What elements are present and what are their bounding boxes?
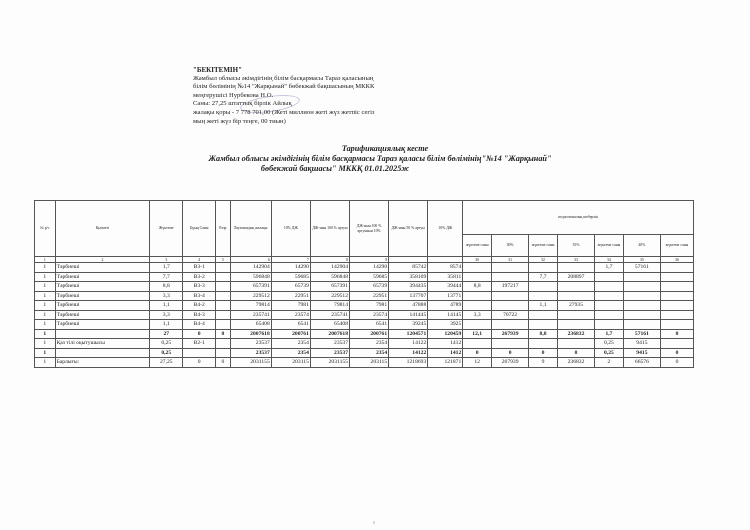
table-cell bbox=[557, 263, 594, 273]
table-cell: 1,1 bbox=[150, 320, 183, 330]
table-cell: 65739 bbox=[350, 282, 389, 292]
table-cell bbox=[557, 320, 594, 330]
table-cell: 1 bbox=[35, 329, 56, 339]
table-cell: 1204571 bbox=[389, 329, 428, 339]
table-cell bbox=[216, 310, 230, 320]
table-cell bbox=[623, 310, 660, 320]
table-cell: 203115 bbox=[271, 358, 310, 368]
header-grade: Разр bbox=[216, 201, 230, 257]
header-p30: 30% bbox=[492, 235, 529, 257]
table-cell: 1218693 bbox=[389, 358, 428, 368]
header-p40: 40% bbox=[623, 235, 660, 257]
table-cell: 0,25 bbox=[150, 348, 183, 358]
table-cell bbox=[660, 310, 693, 320]
table-cell bbox=[595, 310, 624, 320]
table-cell bbox=[595, 301, 624, 311]
table-cell: 12,1 bbox=[463, 329, 492, 339]
table-cell: 23574 bbox=[350, 310, 389, 320]
table-cell: 4789 bbox=[428, 301, 463, 311]
header-count: Жүктеме bbox=[150, 201, 183, 257]
table-cell: 0 bbox=[660, 348, 693, 358]
table-cell: 2007618 bbox=[310, 329, 349, 339]
table-cell: 0,25 bbox=[595, 339, 624, 349]
table-cell: 47888 bbox=[389, 301, 428, 311]
table-cell: 23537 bbox=[310, 348, 349, 358]
table-cell: Барлығы: bbox=[55, 358, 150, 368]
table-cell bbox=[529, 263, 558, 273]
table-cell: 142904 bbox=[230, 263, 271, 273]
table-cell bbox=[216, 320, 230, 330]
table-cell: 2354 bbox=[350, 339, 389, 349]
table-cell: 1 bbox=[35, 310, 56, 320]
table-cell: 5 bbox=[216, 257, 230, 263]
table-cell bbox=[216, 339, 230, 349]
table-cell: 1,7 bbox=[595, 329, 624, 339]
table-cell: 200761 bbox=[350, 329, 389, 339]
approval-block bbox=[193, 66, 453, 126]
table-cell: 14122 bbox=[389, 348, 428, 358]
table-cell bbox=[492, 339, 529, 349]
header-dzh100: ДЖ-нын 100 % артуы bbox=[310, 201, 349, 257]
table-cell: 3,3 bbox=[150, 291, 183, 301]
table-cell: 203115 bbox=[350, 358, 389, 368]
table-cell bbox=[216, 272, 230, 282]
table-cell: 3,3 bbox=[463, 310, 492, 320]
table-cell bbox=[557, 282, 594, 292]
table-cell bbox=[216, 301, 230, 311]
table-row bbox=[35, 291, 694, 301]
table-cell: 36 bbox=[660, 257, 693, 263]
table-cell: 0 bbox=[660, 329, 693, 339]
table-cell bbox=[183, 348, 216, 358]
table-cell bbox=[463, 339, 492, 349]
document-title bbox=[0, 144, 750, 174]
table-cell bbox=[492, 291, 529, 301]
header-load: жүктеме саны bbox=[660, 235, 693, 257]
table-cell: 14145 bbox=[428, 310, 463, 320]
table-cell: 57161 bbox=[623, 329, 660, 339]
table-cell: 8574 bbox=[428, 263, 463, 273]
header-position: Қызметі bbox=[55, 201, 150, 257]
table-cell: 267939 bbox=[492, 358, 529, 368]
table-cell bbox=[660, 301, 693, 311]
table-cell: 59685 bbox=[350, 272, 389, 282]
table-cell: 1,7 bbox=[595, 263, 624, 273]
table-cell: 1 bbox=[35, 282, 56, 292]
table-cell: 0 bbox=[492, 348, 529, 358]
table-cell: 27,25 bbox=[150, 358, 183, 368]
table-cell: 9 bbox=[529, 358, 558, 368]
table-cell: 27 bbox=[150, 329, 183, 339]
table-cell: 229512 bbox=[230, 291, 271, 301]
table-cell: 6541 bbox=[350, 320, 389, 330]
table-cell: В4-2 bbox=[183, 301, 216, 311]
table-cell: 2031155 bbox=[230, 358, 271, 368]
table-cell: В2-1 bbox=[183, 339, 216, 349]
approval-line: Саны: 27,25 штаттық бірлік Айлық bbox=[193, 100, 292, 108]
table-cell: 0 bbox=[183, 358, 216, 368]
table-cell: 2 bbox=[55, 257, 150, 263]
table-cell: 65739 bbox=[271, 282, 310, 292]
table-cell: 35811 bbox=[428, 272, 463, 282]
header-load: жүктеме саны bbox=[529, 235, 558, 257]
total-row bbox=[35, 358, 694, 368]
approval-line: мың жеті жүз бір теңге, 00 тиын) bbox=[193, 117, 286, 125]
approval-line: жалақы қоры - 7 778 701,00 (Жеті миллион жеті жүз жетпіс сегіз bbox=[193, 108, 375, 116]
table-cell: 9415 bbox=[623, 348, 660, 358]
table-cell: 0,25 bbox=[595, 348, 624, 358]
table-row bbox=[35, 320, 694, 330]
table-cell: 8,8 bbox=[150, 282, 183, 292]
table-cell: 27935 bbox=[557, 301, 594, 311]
table-cell: 2354 bbox=[271, 348, 310, 358]
table-cell: 12 bbox=[463, 358, 492, 368]
table-cell: 3925 bbox=[428, 320, 463, 330]
approval-line: Жамбыл облысы әкімдігінің білім басқармасы Тараз қаласының bbox=[193, 74, 374, 82]
table-cell: 0 bbox=[463, 348, 492, 358]
header-p35: 35% bbox=[557, 235, 594, 257]
table-cell bbox=[529, 291, 558, 301]
table-cell: 66576 bbox=[623, 358, 660, 368]
table-cell: 596848 bbox=[230, 272, 271, 282]
table-cell: 85742 bbox=[389, 263, 428, 273]
table-cell: 2031155 bbox=[310, 358, 349, 368]
table-cell: 57161 bbox=[623, 263, 660, 273]
table-cell bbox=[557, 310, 594, 320]
table-row bbox=[35, 310, 694, 320]
table-cell: 8 bbox=[310, 257, 349, 263]
table-cell: 7981 bbox=[271, 301, 310, 311]
header-dzh100-10: ДЖ-нын 100 % артуынан 10% bbox=[350, 201, 389, 257]
table-cell bbox=[463, 291, 492, 301]
table-cell: 236832 bbox=[557, 358, 594, 368]
table-cell: 0 bbox=[216, 329, 230, 339]
table-cell: В4-4 bbox=[183, 320, 216, 330]
tariff-table bbox=[34, 200, 694, 368]
table-cell: 0 bbox=[216, 358, 230, 368]
table-cell bbox=[595, 282, 624, 292]
table-cell: 657391 bbox=[310, 282, 349, 292]
table-cell: 14122 bbox=[389, 339, 428, 349]
table-cell bbox=[557, 291, 594, 301]
table-cell: 596848 bbox=[310, 272, 349, 282]
table-cell: 235741 bbox=[230, 310, 271, 320]
table-cell: 0 bbox=[660, 358, 693, 368]
table-cell bbox=[623, 291, 660, 301]
table-cell: Тәрбиеші bbox=[55, 272, 150, 282]
table-cell: 197217 bbox=[492, 282, 529, 292]
table-cell bbox=[660, 282, 693, 292]
subtotal-row bbox=[35, 348, 694, 358]
table-cell bbox=[463, 301, 492, 311]
table-cell: Тәрбиеші bbox=[55, 320, 150, 330]
table-row bbox=[35, 301, 694, 311]
table-cell: 236832 bbox=[557, 329, 594, 339]
table-cell: 39245 bbox=[389, 320, 428, 330]
table-cell bbox=[463, 320, 492, 330]
table-cell: 14290 bbox=[271, 263, 310, 273]
header-category: Бұың Саны bbox=[183, 201, 216, 257]
table-cell: 4 bbox=[183, 257, 216, 263]
table-cell: 9 bbox=[350, 257, 389, 263]
table-cell: 23537 bbox=[230, 339, 271, 349]
table-cell: 3,3 bbox=[150, 310, 183, 320]
table-cell: 657391 bbox=[230, 282, 271, 292]
table-cell: 32 bbox=[529, 257, 558, 263]
table-cell: 65408 bbox=[230, 320, 271, 330]
table-cell: 208897 bbox=[557, 272, 594, 282]
table-cell: 2354 bbox=[271, 339, 310, 349]
table-cell: 1 bbox=[35, 301, 56, 311]
table-row bbox=[35, 282, 694, 292]
table-cell: 70722 bbox=[492, 310, 529, 320]
table-cell bbox=[623, 301, 660, 311]
table-cell: 1 bbox=[35, 348, 56, 358]
header-pct10: 10% ДЖ bbox=[428, 201, 463, 257]
page-footnote: 8 bbox=[373, 520, 375, 525]
table-cell: 79814 bbox=[230, 301, 271, 311]
table-cell bbox=[529, 282, 558, 292]
table-cell: 79814 bbox=[310, 301, 349, 311]
header-pedagog-group: педагогикалық шеберлік bbox=[463, 201, 694, 235]
table-cell: 1 bbox=[35, 291, 56, 301]
table-cell: В4-3 bbox=[183, 310, 216, 320]
table-cell bbox=[55, 329, 150, 339]
table-cell: 7,7 bbox=[529, 272, 558, 282]
table-cell: В3-4 bbox=[183, 291, 216, 301]
table-cell: 35 bbox=[623, 257, 660, 263]
table-cell: 8,8 bbox=[463, 282, 492, 292]
table-cell: Тәрбиеші bbox=[55, 282, 150, 292]
table-row bbox=[35, 272, 694, 282]
table-cell bbox=[660, 272, 693, 282]
table-cell: 267939 bbox=[492, 329, 529, 339]
table-cell: 31 bbox=[492, 257, 529, 263]
table-cell: Тәрбиеші bbox=[55, 301, 150, 311]
table-cell bbox=[660, 339, 693, 349]
table-cell: 1 bbox=[35, 272, 56, 282]
table-cell: 9415 bbox=[623, 339, 660, 349]
table-cell: 142904 bbox=[310, 263, 349, 273]
table-cell bbox=[55, 348, 150, 358]
table-cell: 2007618 bbox=[230, 329, 271, 339]
table-cell bbox=[492, 320, 529, 330]
table-cell bbox=[660, 291, 693, 301]
table-cell: 229512 bbox=[310, 291, 349, 301]
table-cell bbox=[623, 320, 660, 330]
table-cell: 65408 bbox=[310, 320, 349, 330]
table-cell: 22951 bbox=[271, 291, 310, 301]
header-salary: Лауазымдық жалақы bbox=[230, 201, 271, 257]
table-cell bbox=[463, 263, 492, 273]
table-cell: 6541 bbox=[271, 320, 310, 330]
approval-heading: "БЕКІТЕМІН" bbox=[193, 66, 242, 74]
table-row bbox=[35, 263, 694, 273]
table-cell: 235741 bbox=[310, 310, 349, 320]
table-cell bbox=[492, 263, 529, 273]
title-line-2: Жамбыл облысы әкімдігінің білім басқармасы Тараз қаласы білім бөлімінің"№14 "Жарқынай" bbox=[208, 154, 552, 163]
table-cell bbox=[660, 263, 693, 273]
table-cell: 34 bbox=[595, 257, 624, 263]
table-cell: 39444 bbox=[428, 282, 463, 292]
table-cell: 23574 bbox=[271, 310, 310, 320]
table-cell: 2354 bbox=[350, 348, 389, 358]
header-load: жүктеме саны bbox=[595, 235, 624, 257]
table-cell: 14290 bbox=[350, 263, 389, 273]
table-cell bbox=[529, 339, 558, 349]
table-cell bbox=[492, 301, 529, 311]
table-cell: 2 bbox=[595, 358, 624, 368]
table-cell: В3-2 bbox=[183, 272, 216, 282]
table-cell: 0 bbox=[183, 329, 216, 339]
table-cell bbox=[595, 272, 624, 282]
table-cell: 0 bbox=[557, 348, 594, 358]
table-cell bbox=[216, 263, 230, 273]
table-cell: 8,8 bbox=[529, 329, 558, 339]
table-cell: 23537 bbox=[230, 348, 271, 358]
table-cell bbox=[216, 282, 230, 292]
table-cell: Тәрбиеші bbox=[55, 263, 150, 273]
title-line-3: бөбекжай бақшасы" МККҚ 01.01.2025ж bbox=[260, 164, 410, 173]
header-dzh50: ДЖ-нын 50 % артуы bbox=[389, 201, 428, 257]
table-cell: 394435 bbox=[389, 282, 428, 292]
table-cell: 3 bbox=[150, 257, 183, 263]
table-cell bbox=[557, 339, 594, 349]
table-cell: 13771 bbox=[428, 291, 463, 301]
table-cell: 6 bbox=[230, 257, 271, 263]
table-cell: 141445 bbox=[389, 310, 428, 320]
table-cell: 0,25 bbox=[150, 339, 183, 349]
table-cell: 200761 bbox=[271, 329, 310, 339]
header-dzh10: 10% ДЖ bbox=[271, 201, 310, 257]
table-cell: 59685 bbox=[271, 272, 310, 282]
table-cell: 1,1 bbox=[529, 301, 558, 311]
table-cell bbox=[529, 310, 558, 320]
table-cell: 23537 bbox=[310, 339, 349, 349]
table-cell bbox=[216, 348, 230, 358]
table-cell bbox=[595, 320, 624, 330]
table-cell: 1412 bbox=[428, 348, 463, 358]
table-cell: Тәрбиеші bbox=[55, 291, 150, 301]
table-cell bbox=[463, 272, 492, 282]
table-cell: 121871 bbox=[428, 358, 463, 368]
table-cell: 7,7 bbox=[150, 272, 183, 282]
table-cell: 1 bbox=[35, 358, 56, 368]
table-cell: 1412 bbox=[428, 339, 463, 349]
table-cell: 7981 bbox=[350, 301, 389, 311]
table-cell: Қаз тілі оқытушысы bbox=[55, 339, 150, 349]
table-cell: 0 bbox=[529, 348, 558, 358]
table-cell: Тәрбиеші bbox=[55, 310, 150, 320]
table-cell bbox=[660, 320, 693, 330]
subtotal-row bbox=[35, 329, 694, 339]
table-cell: В3-3 bbox=[183, 282, 216, 292]
table-cell bbox=[595, 291, 624, 301]
title-line-1: Тарификациялық кесте bbox=[341, 144, 429, 153]
table-cell: 7 bbox=[271, 257, 310, 263]
table-cell bbox=[216, 291, 230, 301]
table-cell: 1 bbox=[35, 339, 56, 349]
table-cell: 22951 bbox=[350, 291, 389, 301]
table-cell bbox=[623, 272, 660, 282]
table-row bbox=[35, 339, 694, 349]
table-cell: 358109 bbox=[389, 272, 428, 282]
table-cell: 1 bbox=[35, 263, 56, 273]
table-cell: 120459 bbox=[428, 329, 463, 339]
table-cell: 33 bbox=[557, 257, 594, 263]
table-cell: 137707 bbox=[389, 291, 428, 301]
table-cell: 1 bbox=[35, 320, 56, 330]
table-cell bbox=[529, 320, 558, 330]
approval-line: білім бөлімінің №14 "Жарқынай" бөбекжай бақшасының МККК bbox=[193, 83, 375, 91]
table-cell: 1 bbox=[35, 257, 56, 263]
table-cell: 1,7 bbox=[150, 263, 183, 273]
header-no: № р/с bbox=[35, 201, 56, 257]
table-cell: 30 bbox=[463, 257, 492, 263]
table-cell bbox=[623, 282, 660, 292]
approval-line: меңгерушісі Нурбекова Н.О. bbox=[193, 91, 274, 99]
table-cell bbox=[492, 272, 529, 282]
header-load: жүктеме саны bbox=[463, 235, 492, 257]
table-cell: В3-1 bbox=[183, 263, 216, 273]
table-cell: 1,1 bbox=[150, 301, 183, 311]
